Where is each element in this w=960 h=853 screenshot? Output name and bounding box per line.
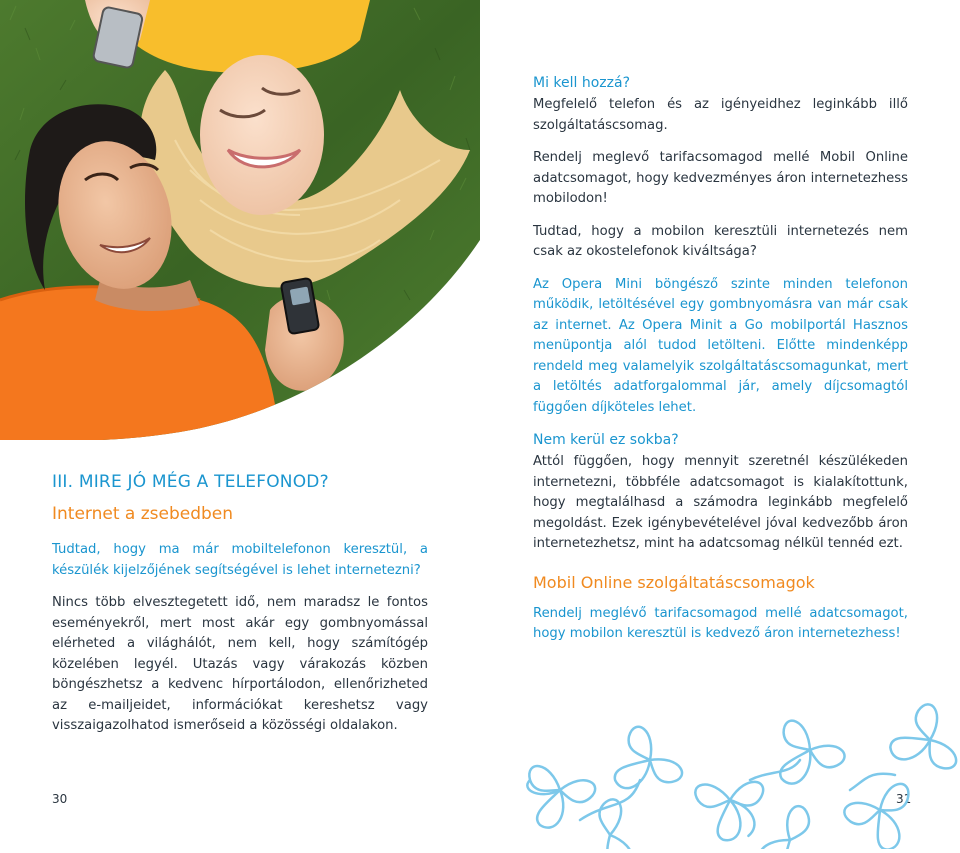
left-column: [52, 472, 428, 737]
right-column: [533, 73, 908, 645]
answer-paragraph-2: Az Opera Mini böngésző szinte minden telefonon működik, letöltésével egy gombnyomásra van már csak az internet. Az Opera Minit a Go mobilportál Hasznos menüpontja alól tudod letölteni. Előtte mindenképp rendeld meg valamelyik szolgáltatáscsomagunkat, mert a letöltés adatforgalommal jár, amely díjcsomagtól függően díjköteles lehet.: [533, 276, 908, 415]
answer-paragraph-1b: Rendelj meglevő tarifacsomagod mellé Mobil Online adatcsomagot, hogy kedvezményes áron internetezhess mobilodon!: [533, 150, 908, 206]
couple-illustration: [0, 0, 480, 440]
body-paragraph: Nincs több elvesztegetett idő, nem maradsz le fontos eseményekről, mert most akár egy gombnyomással elérheted a világhálót, nem kell, hogy számítógép közelében legyél. Utazás vagy várakozás közben böngészhetsz a kedvenc hírportálodon, ellenőrizheted az e-mailjeidet, információkat kereshetsz vagy visszaigazolhatod ismerőseid a közösségi oldalakon.: [52, 595, 428, 733]
page-number-left: 30: [52, 792, 68, 806]
closing-paragraph: Rendelj meglévő tarifacsomagod mellé adatcsomagot, hogy mobilon keresztül is kedvező áron internetezhess!: [533, 605, 908, 641]
question-heading-3: Nem kerül ez sokba?: [533, 432, 679, 448]
answer-paragraph-3: Attól függően, hogy mennyit szeretnél készülékeden internetezni, többféle adatcsomagot is kialakítottunk, hogy megtalálhasd a számodra leginkább megfelelő megoldást. Ezek igénybevételével jóval kedvezőbb áron internetezhetsz, mint ha adatcsomag nélkül tennéd ezt.: [533, 454, 908, 551]
question-paragraph-2: Tudtad, hogy a mobilon keresztüli internetezés nem csak az okostelefonok kiváltsága?: [533, 223, 908, 259]
couple-photo: [0, 0, 480, 440]
mobil-online-title: Mobil Online szolgáltatáscsomagok: [533, 572, 815, 592]
chapter-heading: III. MIRE JÓ MÉG A TELEFONOD?: [52, 472, 329, 492]
section-title: Internet a zsebedben: [52, 504, 234, 524]
answer-paragraph-1: Megfelelő telefon és az igényeidhez leginkább illő szolgáltatáscsomag.: [533, 97, 908, 133]
question-heading-1: Mi kell hozzá?: [533, 75, 631, 91]
intro-paragraph: Tudtad, hogy ma már mobiltelefonon keresztül, a készülék kijelzőjének segítségével is lehet internetezni?: [52, 542, 428, 578]
page-number-right: 31: [896, 792, 912, 806]
flower-pattern-icon: [500, 680, 960, 849]
